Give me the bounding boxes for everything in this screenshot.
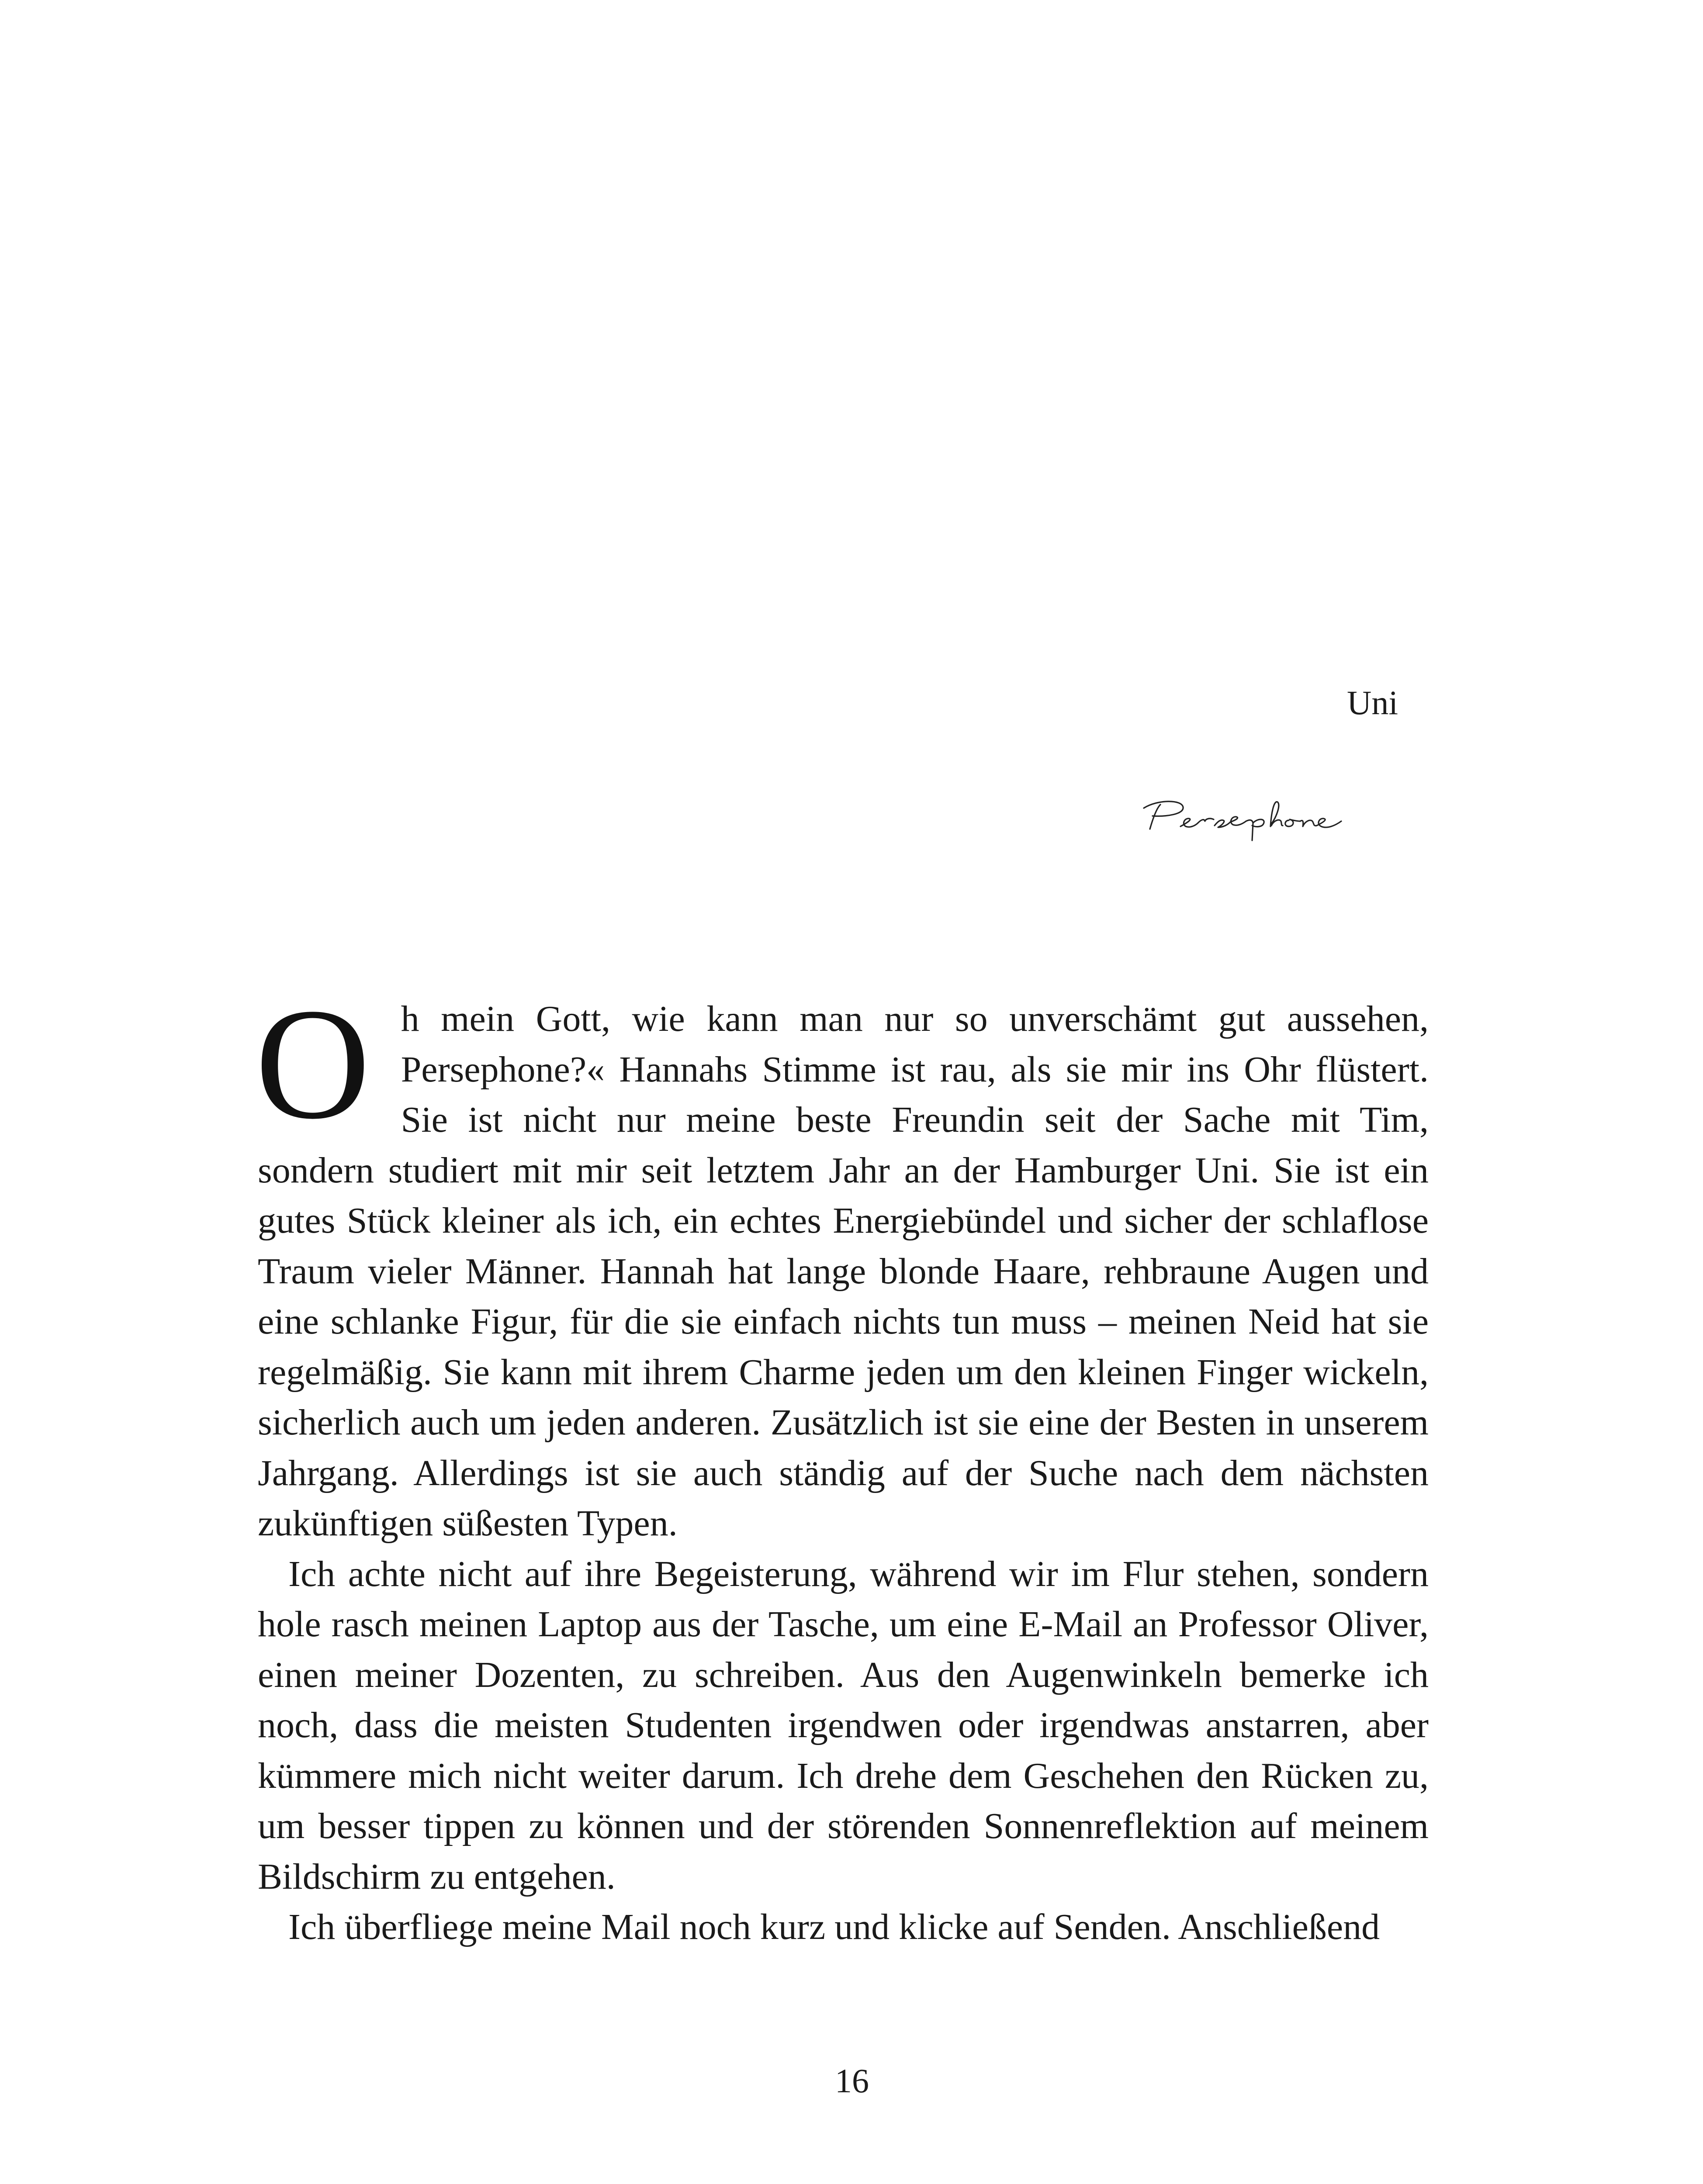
paragraph-3: Ich überfliege meine Mail noch kurz und klicke auf Senden. Anschließend bbox=[288, 1907, 1380, 1947]
chapter-body-text bbox=[255, 975, 1429, 1952]
paragraph-1-text: h mein Gott, wie kann man nur so unverschämt gut aussehen, Persephone?« Hannahs Stimme ist rau, als sie mir ins Ohr flüstert. Sie ist nicht nur meine beste Freundin seit der Sache mit Tim, sondern studiert mit mir seit letztem Jahr an der Hamburger Uni. Sie ist ein gutes Stück kleiner als ich, ein echtes Energiebündel und sicher der schlaflose Traum vieler Männer. Hannah hat lange blonde Haare, rehbraune Augen und eine schlanke Figur, für die sie einfach nichts tun muss – meinen Neid hat sie regelmäßig. Sie kann mit ihrem Charme jeden um den kleinen Finger wickeln, sicherlich auch um jeden anderen. Zusätzlich ist sie eine der Besten in unserem Jahrgang. Allerdings ist sie auch ständig auf der Suche nach dem nächsten zukünftigen süßesten Typen. bbox=[258, 999, 1429, 1544]
paragraph-2: Ich achte nicht auf ihre Begeisterung, während wir im Flur stehen, sondern hole rasch meinen Laptop aus der Tasche, um eine E-Mail an Professor Oliver, einen meiner Dozenten, zu schreiben. Aus den Augenwinkeln bemerke ich noch, dass die meisten Studenten irgendwen oder irgendwas anstarren, aber kümmere mich nicht weiter darum. Ich drehe dem Geschehen den Rücken zu, um besser tippen zu können und der störenden Sonnenreflektion auf meinem Bildschirm zu entgehen. bbox=[258, 1553, 1429, 1897]
chapter-title: Uni bbox=[1347, 684, 1398, 722]
drop-cap: O bbox=[255, 975, 370, 1152]
paragraph-1 bbox=[255, 975, 1429, 1549]
pov-signature-persephone bbox=[1140, 795, 1407, 843]
page-number: 16 bbox=[835, 2062, 869, 2100]
